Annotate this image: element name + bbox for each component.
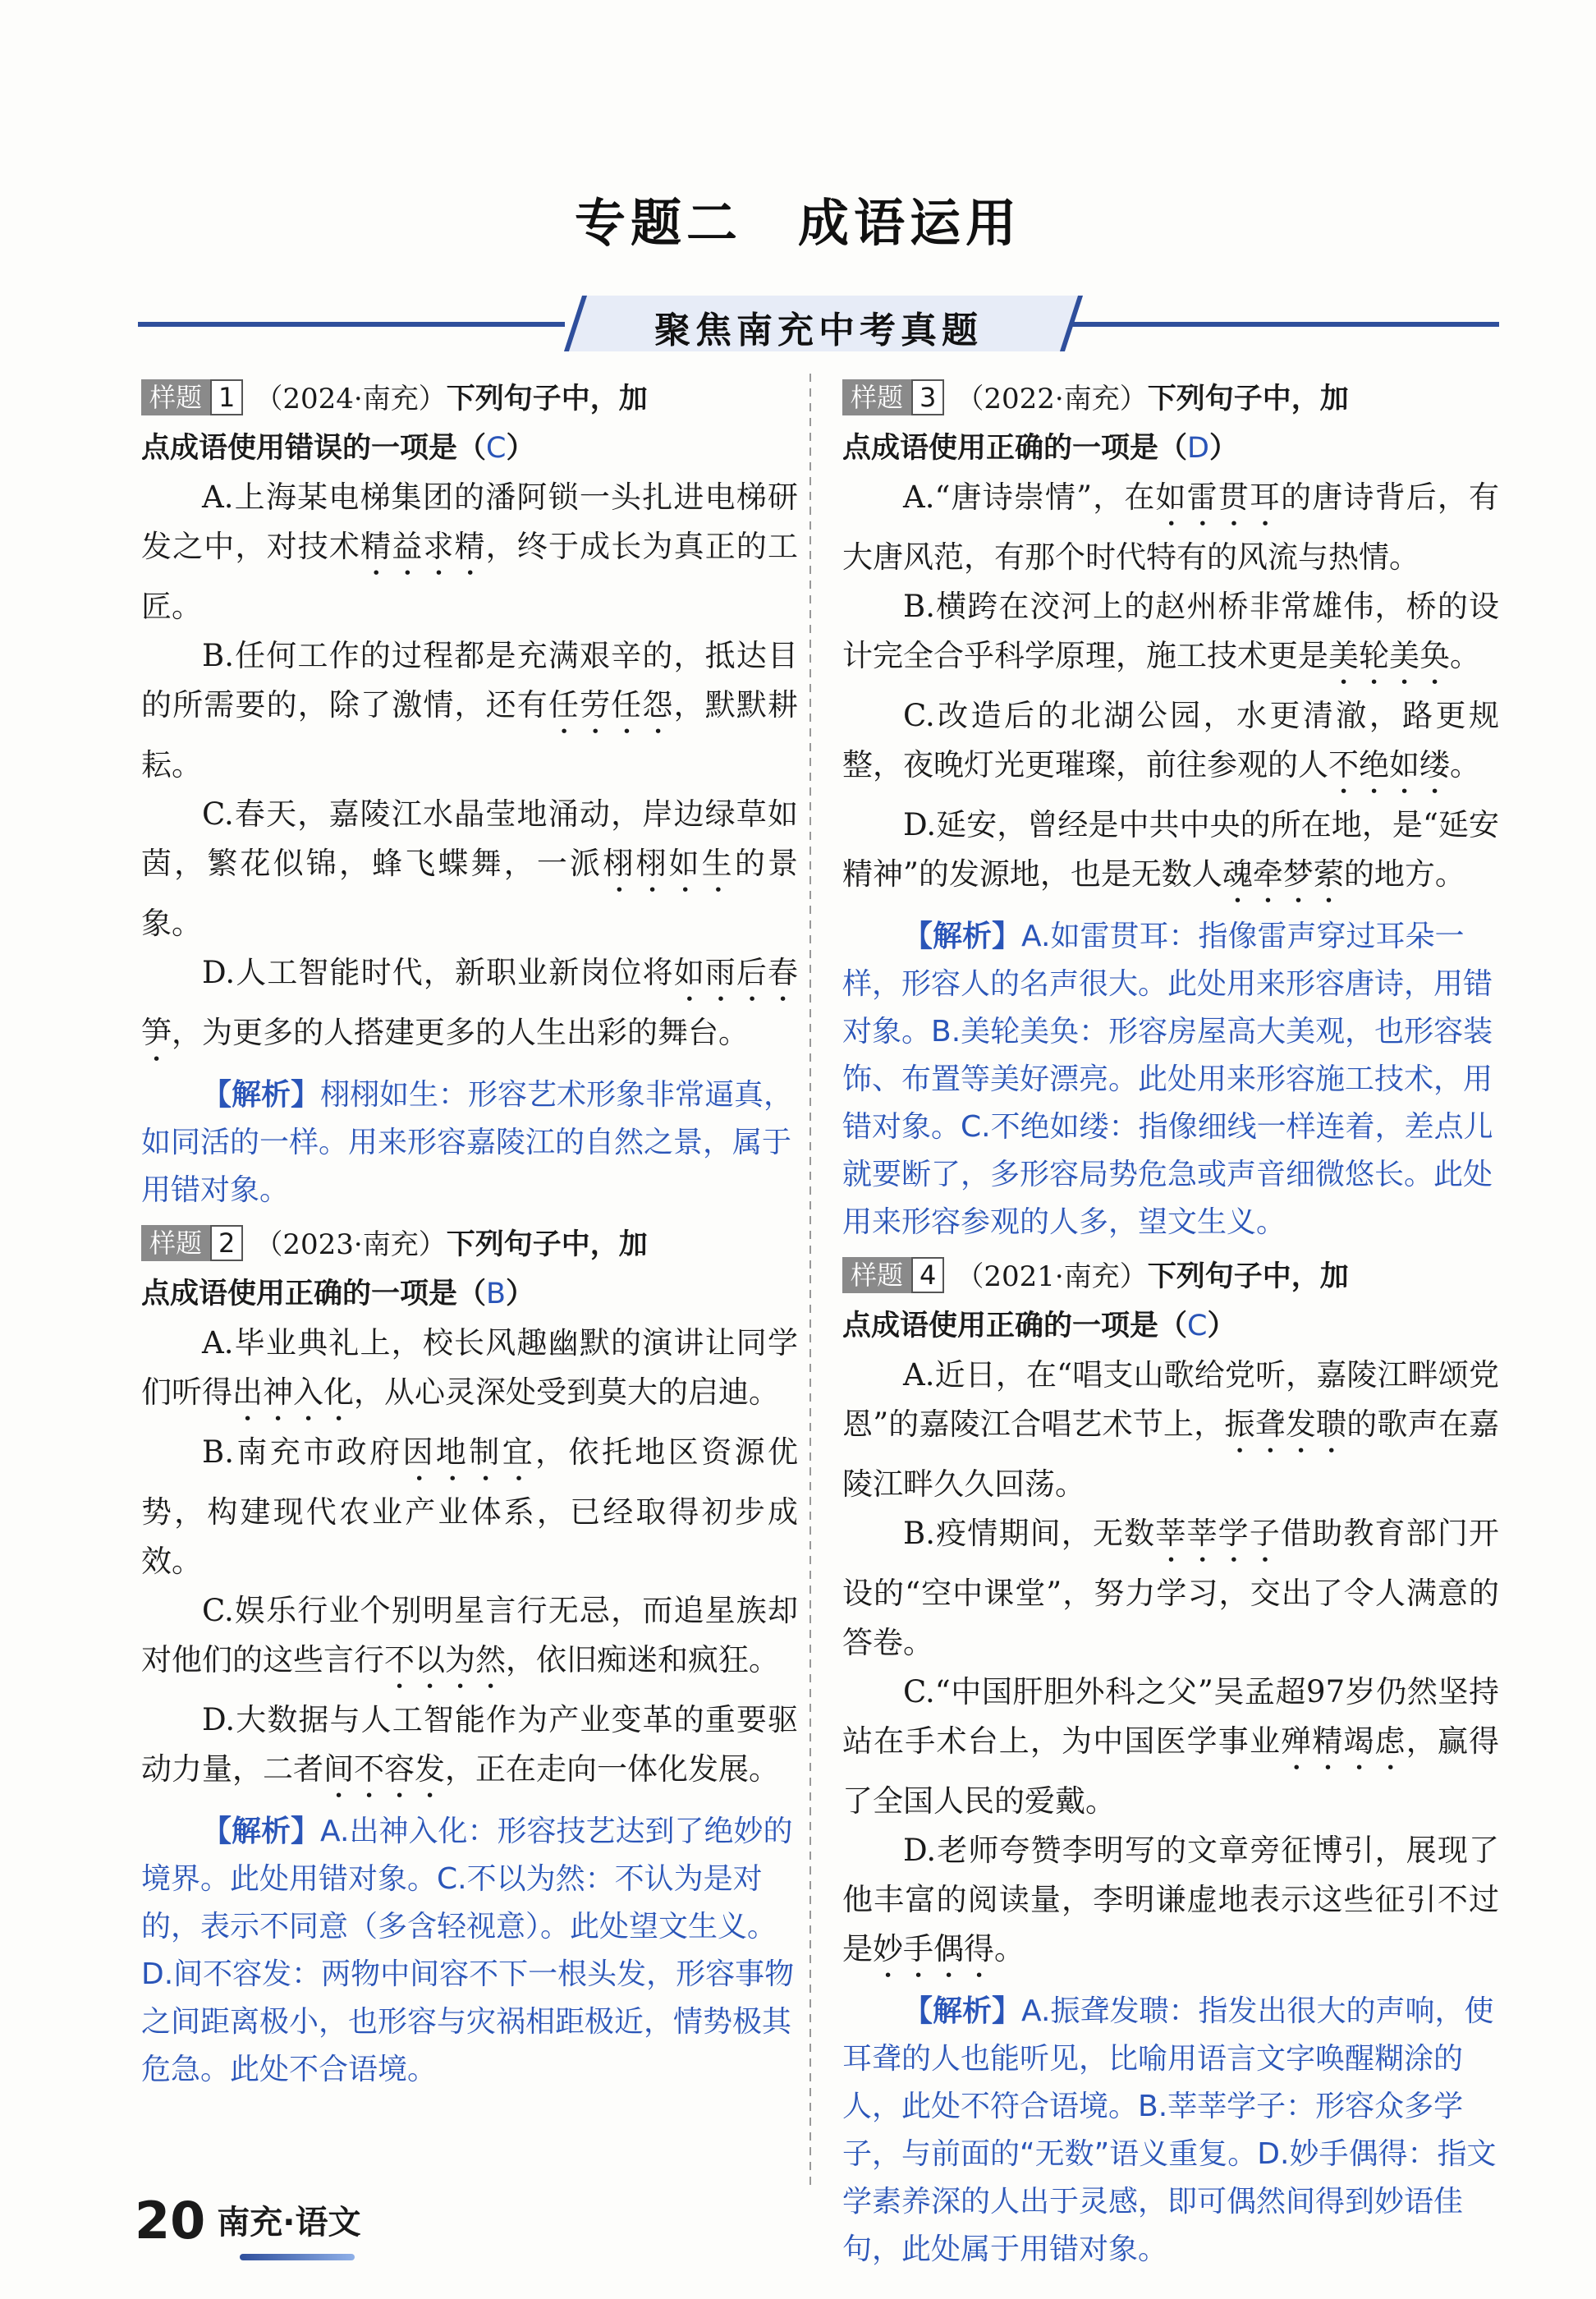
question-2 bbox=[141, 1219, 798, 2094]
question-4 bbox=[842, 1251, 1499, 2274]
question-prompt: 下列句子中，加 bbox=[446, 383, 648, 415]
answer-letter: D bbox=[1187, 432, 1209, 465]
page-footer bbox=[135, 2191, 360, 2251]
prompt-text: 点成语使用错误的一项是（ bbox=[141, 432, 487, 465]
option-text: D.延安，曾经是中共中央的所在地，是“延安精神”的发源地，也是无数人 bbox=[842, 807, 1499, 892]
page-number: 20 bbox=[135, 2191, 206, 2251]
question-number: 4 bbox=[911, 1257, 944, 1293]
option-text: ，依旧痴迷和疯狂。 bbox=[506, 1642, 779, 1677]
option-text: 的景象。 bbox=[141, 846, 799, 941]
prompt-text: 点成语使用正确的一项是（ bbox=[842, 1310, 1188, 1342]
analysis-label: 【解析】 bbox=[202, 1815, 321, 1848]
column-divider bbox=[809, 374, 811, 2188]
dotted-idiom: 因地制宜 bbox=[402, 1434, 536, 1470]
option-text: D.人工智能时代，新职业新岗位将 bbox=[202, 955, 674, 990]
left-column bbox=[141, 374, 798, 2099]
question-header bbox=[141, 1219, 798, 1269]
footer-accent-bar bbox=[240, 2254, 355, 2260]
option-text: A.毕业典礼上，校长风趣幽默的演讲让同学们听得 bbox=[141, 1325, 798, 1410]
prompt-close: ） bbox=[1208, 432, 1238, 465]
question-number: 1 bbox=[210, 379, 243, 415]
analysis bbox=[842, 1988, 1499, 2274]
prompt-close: ） bbox=[506, 1278, 535, 1310]
option-text: D.老师夸赞李明写的文章旁征博引，展现了他丰富的阅读量，李明谦虚地表示这些征引不过是 bbox=[842, 1833, 1499, 1966]
dotted-idiom: 任劳任怨 bbox=[548, 687, 674, 723]
dotted-idiom: 栩栩如生 bbox=[603, 846, 735, 881]
option-a bbox=[842, 1351, 1499, 1509]
option-d bbox=[842, 1826, 1499, 1985]
analysis bbox=[141, 1808, 798, 2094]
option-text: B.南充市政府 bbox=[202, 1434, 403, 1470]
question-prompt-line2 bbox=[141, 424, 798, 473]
question-source: （2023·南充） bbox=[255, 1228, 447, 1261]
option-b bbox=[842, 582, 1499, 691]
banner-line-right bbox=[1072, 322, 1499, 327]
option-c bbox=[842, 691, 1499, 801]
dotted-idiom: 莘莘学子 bbox=[1155, 1516, 1281, 1551]
page-title: 专题二 成语运用 bbox=[574, 193, 1021, 253]
option-text: 。 bbox=[994, 1931, 1025, 1966]
dotted-idiom: 殚精竭虑 bbox=[1281, 1723, 1406, 1759]
option-text: ，终于成长为真正的工匠。 bbox=[141, 529, 799, 624]
question-header bbox=[141, 374, 798, 424]
analysis bbox=[141, 1071, 798, 1214]
analysis-label: 【解析】 bbox=[202, 1078, 321, 1112]
prompt-text: 点成语使用正确的一项是（ bbox=[141, 1278, 487, 1310]
analysis-text: A.如雷贯耳：指像雷声穿过耳朵一样，形容人的名声很大。此处用来形容唐诗，用错对象。B.美轮美奂：形容房屋高大美观，也形容装饰、布置等美好漂亮。此处用来形容施工技术，用错对象。C.不绝如缕：指像细线一样连着，差点儿就要断了，多形容局势危急或声音细微悠长。此处用来形容参观的人多，望文生义。 bbox=[842, 920, 1493, 1239]
option-text: ，赢得了全国人民的爱戴。 bbox=[842, 1723, 1500, 1819]
option-a bbox=[141, 1319, 798, 1428]
banner-line-left bbox=[138, 322, 565, 327]
question-prompt-line2 bbox=[141, 1269, 798, 1319]
option-a bbox=[141, 473, 798, 631]
question-tag: 样题 bbox=[842, 1257, 911, 1293]
answer-letter: B bbox=[486, 1278, 507, 1310]
option-text: 。 bbox=[1450, 638, 1480, 673]
banner-text: 聚焦南充中考真题 bbox=[654, 310, 983, 351]
section-banner bbox=[138, 296, 1499, 353]
dotted-idiom: 如雨后春笋 bbox=[141, 955, 799, 1050]
answer-letter: C bbox=[486, 432, 507, 465]
option-d bbox=[842, 801, 1499, 910]
analysis-text: A.振聋发聩：指发出很大的声响，使耳聋的人也能听见，比喻用语言文字唤醒糊涂的人，此处不符合语境。B.莘莘学子：形容众多学子，与前面的“无数”语义重复。D.妙手偶得：指文学素养深的人出于灵感，即可偶然间得到妙语佳句，此处属于用错对象。 bbox=[842, 1994, 1497, 2266]
dotted-idiom: 妙手偶得 bbox=[873, 1931, 994, 1966]
dotted-idiom: 出神入化 bbox=[232, 1374, 354, 1410]
question-source: （2021·南充） bbox=[956, 1260, 1148, 1293]
option-d bbox=[141, 948, 798, 1068]
dotted-idiom: 魂牵梦萦 bbox=[1222, 856, 1344, 892]
dotted-idiom: 间不容发 bbox=[323, 1751, 445, 1787]
dotted-idiom: 不以为然 bbox=[384, 1642, 506, 1677]
analysis-text: 栩栩如生：形容艺术形象非常逼真，如同活的一样。用来形容嘉陵江的自然之景，属于用错对象。 bbox=[141, 1078, 794, 1207]
option-b bbox=[141, 1428, 798, 1586]
option-text: B.横跨在洨河上的赵州桥非常雄伟，桥的设计完全合乎科学原理，施工技术更是 bbox=[842, 589, 1499, 673]
analysis-text: A.出神入化：形容技艺达到了绝妙的境界。此处用错对象。C.不以为然：不认为是对的，表示不同意（多含轻视意）。此处望文生义。D.间不容发：两物中间容不下一根头发，形容事物之间距离极小，也形容与灾祸相距极近，情势极其危急。此处不合语境。 bbox=[141, 1815, 795, 2086]
option-c bbox=[141, 1586, 798, 1696]
question-3 bbox=[842, 374, 1499, 1246]
option-text: ，默默耕耘。 bbox=[141, 687, 799, 782]
option-text: ，为更多的人搭建更多的人生出彩的舞台。 bbox=[172, 1015, 749, 1050]
dotted-idiom: 精益求精 bbox=[360, 529, 486, 564]
right-column bbox=[842, 374, 1499, 2278]
question-header bbox=[842, 374, 1499, 424]
analysis-label: 【解析】 bbox=[903, 1994, 1022, 2028]
option-text: 的地方。 bbox=[1343, 856, 1465, 892]
option-c bbox=[141, 790, 798, 948]
option-text: C.春天，嘉陵江水晶莹地涌动，岸边绿草如茵，繁花似锦，蜂飞蝶舞，一派 bbox=[141, 796, 798, 881]
option-text: C.娱乐行业个别明星言行无忌，而追星族却对他们的这些言行 bbox=[141, 1593, 798, 1677]
prompt-close: ） bbox=[506, 432, 535, 465]
option-a bbox=[842, 473, 1499, 582]
option-text: ，依托地区资源优势，构建现代农业产业体系，已经取得初步成效。 bbox=[141, 1434, 799, 1579]
option-text: D.大数据与人工智能作为产业变革的重要驱动力量，二者 bbox=[141, 1702, 798, 1787]
question-number: 2 bbox=[210, 1225, 243, 1261]
option-text: B.任何工作的过程都是充满艰辛的，抵达目的所需要的，除了激情，还有 bbox=[141, 638, 798, 723]
answer-letter: C bbox=[1187, 1310, 1208, 1342]
question-prompt-line2 bbox=[842, 424, 1499, 473]
option-text: C.改造后的北湖公园，水更清澈，路更规整，夜晚灯光更璀璨，前往参观的人 bbox=[842, 698, 1499, 782]
question-source: （2022·南充） bbox=[956, 383, 1148, 415]
option-text: A.上海某电梯集团的潘阿锁一头扎进电梯研发之中，对技术 bbox=[141, 480, 798, 564]
option-c bbox=[842, 1668, 1499, 1826]
question-prompt-line2 bbox=[842, 1301, 1499, 1351]
prompt-close: ） bbox=[1207, 1310, 1236, 1342]
dotted-idiom: 振聋发聩 bbox=[1224, 1406, 1347, 1442]
option-text: 。 bbox=[1450, 747, 1480, 782]
option-text: 的唐诗背后，有大唐风范，有那个时代特有的风流与热情。 bbox=[842, 480, 1500, 575]
question-1 bbox=[141, 374, 798, 1214]
dotted-idiom: 如雷贯耳 bbox=[1155, 480, 1282, 515]
analysis-label: 【解析】 bbox=[903, 920, 1022, 953]
option-b bbox=[842, 1509, 1499, 1668]
option-b bbox=[141, 631, 798, 790]
question-prompt: 下列句子中，加 bbox=[446, 1228, 648, 1261]
question-source: （2024·南充） bbox=[255, 383, 447, 415]
option-text: B.疫情期间，无数 bbox=[903, 1516, 1156, 1551]
question-tag: 样题 bbox=[141, 379, 210, 415]
question-tag: 样题 bbox=[842, 379, 911, 415]
dotted-idiom: 美轮美奂 bbox=[1328, 638, 1450, 673]
option-text: A.近日，在“唱支山歌给党听，嘉陵江畔颂党恩”的嘉陵江合唱艺术节上， bbox=[842, 1357, 1499, 1442]
question-prompt: 下列句子中，加 bbox=[1147, 1260, 1349, 1293]
option-text: 借助教育部门开设的“空中课堂”，努力学习，交出了令人满意的答卷。 bbox=[842, 1516, 1500, 1660]
option-text: A.“唐诗崇情”，在 bbox=[903, 480, 1156, 515]
analysis bbox=[842, 913, 1499, 1246]
option-text: ，正在走向一体化发展。 bbox=[445, 1751, 779, 1787]
question-tag: 样题 bbox=[141, 1225, 210, 1261]
option-d bbox=[141, 1696, 798, 1805]
question-header bbox=[842, 1251, 1499, 1301]
prompt-text: 点成语使用正确的一项是（ bbox=[842, 432, 1188, 465]
option-text: ，从心灵深处受到莫大的启迪。 bbox=[354, 1374, 779, 1410]
question-number: 3 bbox=[911, 379, 944, 415]
question-prompt: 下列句子中，加 bbox=[1147, 383, 1349, 415]
option-text: 的歌声在嘉陵江畔久久回荡。 bbox=[842, 1406, 1500, 1502]
footer-text: 南充·语文 bbox=[217, 2204, 361, 2242]
dotted-idiom: 不绝如缕 bbox=[1328, 747, 1450, 782]
option-text: C.“中国肝胆外科之父”吴孟超97岁仍然坚持站在手术台上，为中国医学事业 bbox=[842, 1674, 1499, 1759]
